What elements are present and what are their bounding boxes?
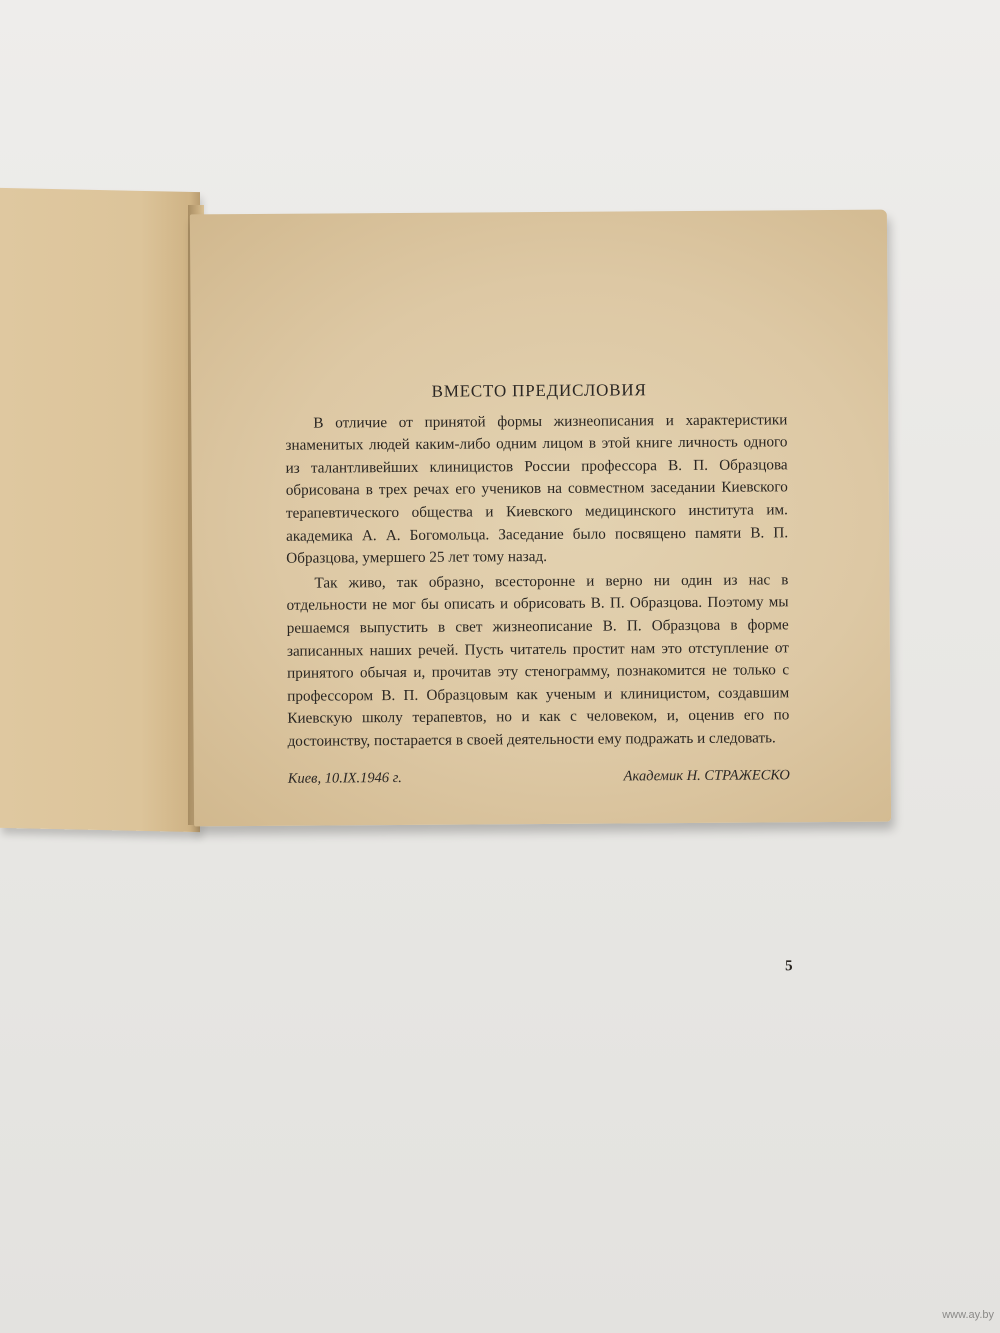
left-page [0,188,200,832]
paragraph-2: Так живо, так образно, всесторонне и верно ни один из нас в отдельности не мог бы описать и обрисовать В. П. Образцова. Поэтому мы решаемся выпустить в свет жизнеописание В. П. Образцова в форме записанных наших речей. Пусть читатель простит нам это отступление от принятого обычая и, прочитав эту стенограмму, познакомится не только с профессором В. П. Образцовым как ученым и клиницистом, создавшим Киевскую школу терапевтов, но и как с человеком, и, оценив его по достоинству, постарается в своей деятельности ему подражать и следовать. [286,571,790,750]
signature: Академик Н. СТРАЖЕСКО [623,766,790,784]
place-date: Киев, 10.IX.1946 г. [287,769,402,787]
paragraph-1: В отличие от принятой формы жизнеописания и характеристики знаменитых людей каким-либо одним лицом в этой книге личность одного из талантливейших клиницистов России профессора В. П. Образцова обрисована в трех речах его учеников на совместном заседании Киевского терапевтического общества и Киевского медицинского института им. академика А. А. Богомольца. Заседание было посвящено памяти В. П. Образцова, умершего 25 лет тому назад. [285,410,789,567]
right-page [190,210,891,975]
watermark: www.ay.by [942,1309,994,1321]
page-number: 5 [785,958,793,975]
signature-row [288,764,790,790]
text-block [285,378,790,790]
page-heading: ВМЕСТО ПРЕДИСЛОВИЯ [431,380,647,401]
